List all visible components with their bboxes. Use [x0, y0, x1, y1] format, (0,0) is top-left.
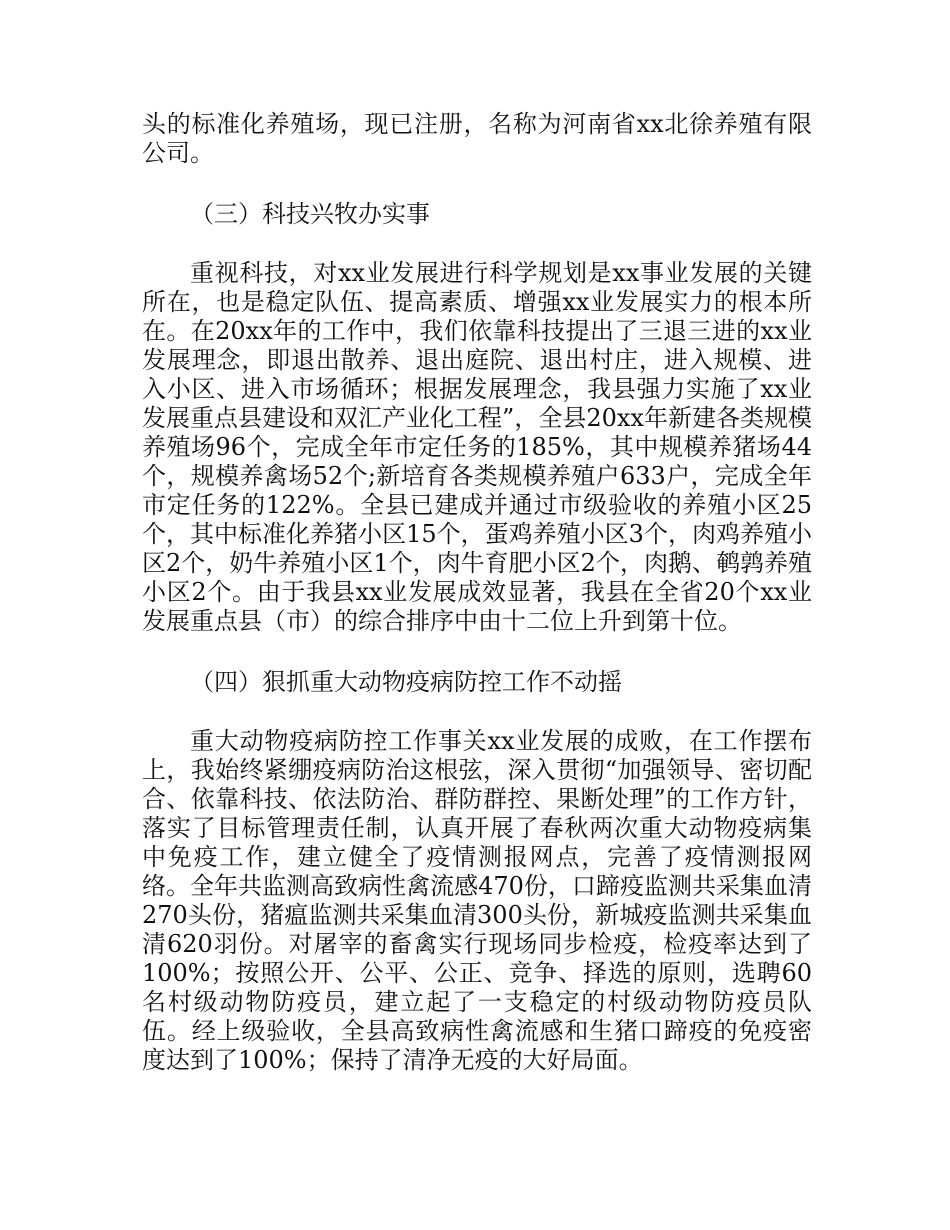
paragraph-disease-control: 重大动物疫病防控工作事关xx业发展的成败，在工作摆布上，我始终紧绷疫病防治这根弦，深入贯彻“加强领导、密切配合、依靠科技、依法防治、群防群控、果断处理”的工作方针，落实了目标管理责任制，认真开展了春秋两次重大动物疫病集中免疫工作，建立健全了疫情测报网点，完善了疫情测报网络。全年共监测高致病性禽流感470份，口蹄疫监测共采集血清270头份，猪瘟监测共采集血清300头份，新城疫监测共采集血清620羽份。对屠宰的畜禽实行现场同步检疫，检疫率达到了100%；按照公开、公平、公正、竞争、择选的原则，选聘60名村级动物防疫员，建立起了一支稳定的村级动物防疫员队伍。经上级验收，全县高致病性禽流感和生猪口蹄疫的免疫密度达到了100%；保持了清净无疫的大好局面。	[142, 727, 812, 1074]
document-body	[142, 110, 812, 1107]
section-heading-four: （四）狠抓重大动物疫病防控工作不动摇	[190, 668, 622, 696]
section-heading-three: （三）科技兴牧办实事	[190, 200, 430, 228]
paragraph-continuation: 头的标准化养殖场，现已注册，名称为河南省xx北徐养殖有限公司。	[142, 110, 812, 167]
paragraph-science-technology: 重视科技，对xx业发展进行科学规划是xx事业发展的关键所在，也是稳定队伍、提高素质、增强xx业发展实力的根本所在。在20xx年的工作中，我们依靠科技提出了三退三进的xx业发展理念，即退出散养、退出庭院、退出村庄，进入规模、进入小区、进入市场循环；根据发展理念，我县强力实施了xx业发展重点县建设和双汇产业化工程”，全县20xx年新建各类规模养殖场96个，完成全年市定任务的185%，其中规模养猪场44个，规模养禽场52个;新培育各类规模养殖户633户，完成全年市定任务的122%。全县已建成并通过市级验收的养殖小区25个，其中标准化养猪小区15个，蛋鸡养殖小区3个，肉鸡养殖小区2个，奶牛养殖小区1个，肉牛育肥小区2个，肉鹅、鹌鹑养殖小区2个。由于我县xx业发展成效显著，我县在全省20个xx业发展重点县（市）的综合排序中由十二位上升到第十位。	[142, 259, 812, 635]
